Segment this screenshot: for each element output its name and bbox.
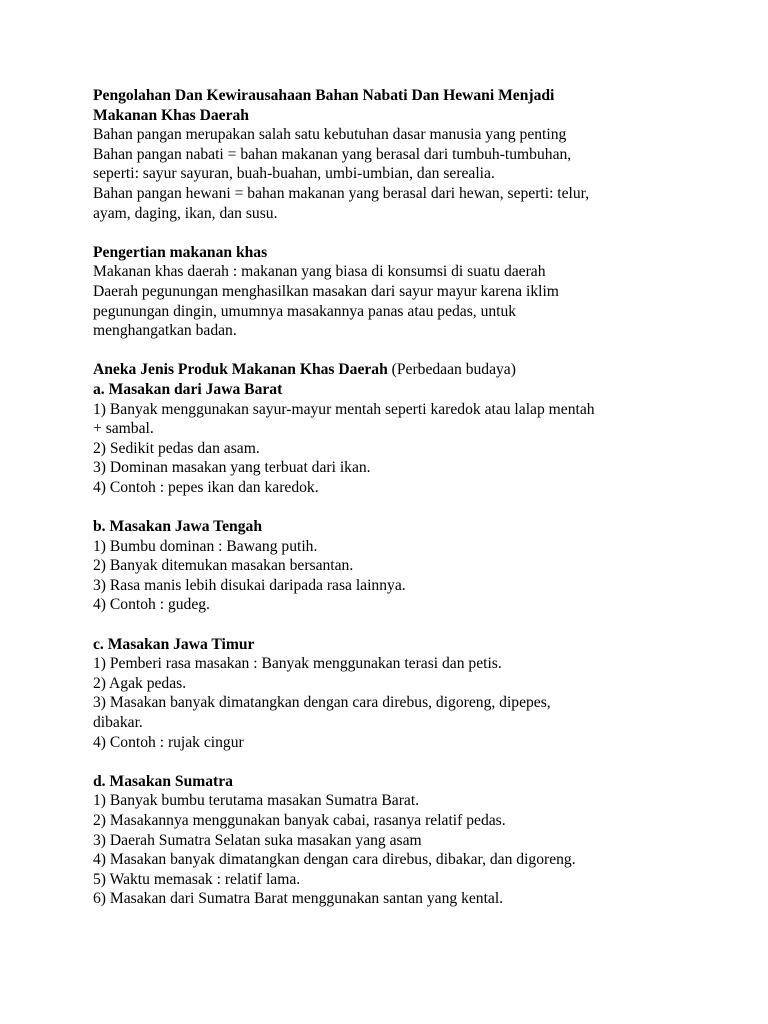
jawa-timur-section (93, 635, 693, 753)
spacer (93, 341, 693, 361)
list-item: 2) Banyak ditemukan masakan bersantan. (93, 557, 354, 575)
list-item-continuation: + sambal. (93, 420, 154, 438)
list-item: 4) Contoh : gudeg. (93, 596, 210, 614)
list-item-continuation: dibakar. (93, 714, 143, 731)
list-item: 1) Bumbu dominan : Bawang putih. (93, 537, 318, 555)
subsection-heading-jawa-timur: c. Masakan Jawa Timur (93, 635, 255, 653)
list-item: 2) Agak pedas. (93, 674, 187, 692)
spacer (93, 223, 693, 243)
paragraph-line: menghangatkan badan. (93, 322, 237, 340)
paragraph-line: pegunungan dingin, umumnya masakannya panas atau pedas, untuk (93, 302, 517, 320)
pengertian-section (93, 243, 693, 341)
list-item: 3) Masakan banyak dimatangkan dengan cara direbus, digoreng, dipepes, (93, 694, 551, 712)
list-item: 3) Daerah Sumatra Selatan suka masakan yang asam (93, 831, 422, 849)
list-item: 5) Waktu memasak : relatif lama. (93, 870, 301, 888)
subsection-heading-jawa-barat: a. Masakan dari Jawa Barat (93, 380, 283, 398)
intro-line: seperti: sayur sayuran, buah-buahan, umbi-umbian, dan serealia. (93, 165, 495, 183)
list-item: 1) Pemberi rasa masakan : Banyak menggunakan terasi dan petis. (93, 655, 502, 673)
list-item: 1) Banyak menggunakan sayur-mayur mentah seperti karedok atau lalap mentah (93, 400, 595, 418)
subsection-heading-sumatra: d. Masakan Sumatra (93, 772, 233, 790)
list-item: 4) Masakan banyak dimatangkan dengan cara direbus, dibakar, dan digoreng. (93, 851, 576, 869)
spacer (93, 615, 693, 635)
intro-line: Bahan pangan nabati = bahan makanan yang berasal dari tumbuh-tumbuhan, (93, 145, 572, 163)
intro-line: Bahan pangan hewani = bahan makanan yang berasal dari hewan, seperti: telur, (93, 184, 590, 202)
spacer (93, 752, 693, 772)
list-item: 3) Dominan masakan yang terbuat dari ikan. (93, 459, 371, 477)
aneka-heading-note: (Perbedaan budaya) (387, 361, 516, 379)
jawa-tengah-section (93, 517, 693, 615)
list-item: 4) Contoh : pepes ikan dan karedok. (93, 478, 319, 496)
list-item: 2) Sedikit pedas dan asam. (93, 439, 260, 457)
spacer (93, 497, 693, 517)
section-heading: Pengertian makanan khas (93, 243, 268, 261)
list-item: 2) Masakannya menggunakan banyak cabai, rasanya relatif pedas. (93, 811, 506, 829)
aneka-heading-bold: Aneka Jenis Produk Makanan Khas Daerah (93, 361, 388, 379)
aneka-heading (93, 360, 693, 380)
list-item: 6) Masakan dari Sumatra Barat menggunakan santan yang kental. (93, 890, 504, 908)
document-page (93, 86, 693, 909)
list-item: 3) Rasa manis lebih disukai daripada rasa lainnya. (93, 576, 406, 594)
aneka-section (93, 360, 693, 497)
subsection-heading-jawa-tengah: b. Masakan Jawa Tengah (93, 518, 262, 536)
document-title-line-2: Makanan Khas Daerah (93, 106, 249, 124)
paragraph-line: Makanan khas daerah : makanan yang biasa di konsumsi di suatu daerah (93, 263, 546, 281)
list-item: 1) Banyak bumbu terutama masakan Sumatra Barat. (93, 792, 420, 810)
list-item: 4) Contoh : rujak cingur (93, 733, 244, 751)
paragraph-line: Daerah pegunungan menghasilkan masakan dari sayur mayur karena iklim (93, 282, 559, 300)
intro-line: Bahan pangan merupakan salah satu kebutuhan dasar manusia yang penting (93, 126, 567, 144)
sumatra-section (93, 772, 693, 909)
intro-section (93, 86, 693, 223)
document-title-line-1: Pengolahan Dan Kewirausahaan Bahan Nabati Dan Hewani Menjadi (93, 87, 555, 104)
intro-line: ayam, daging, ikan, dan susu. (93, 204, 278, 222)
